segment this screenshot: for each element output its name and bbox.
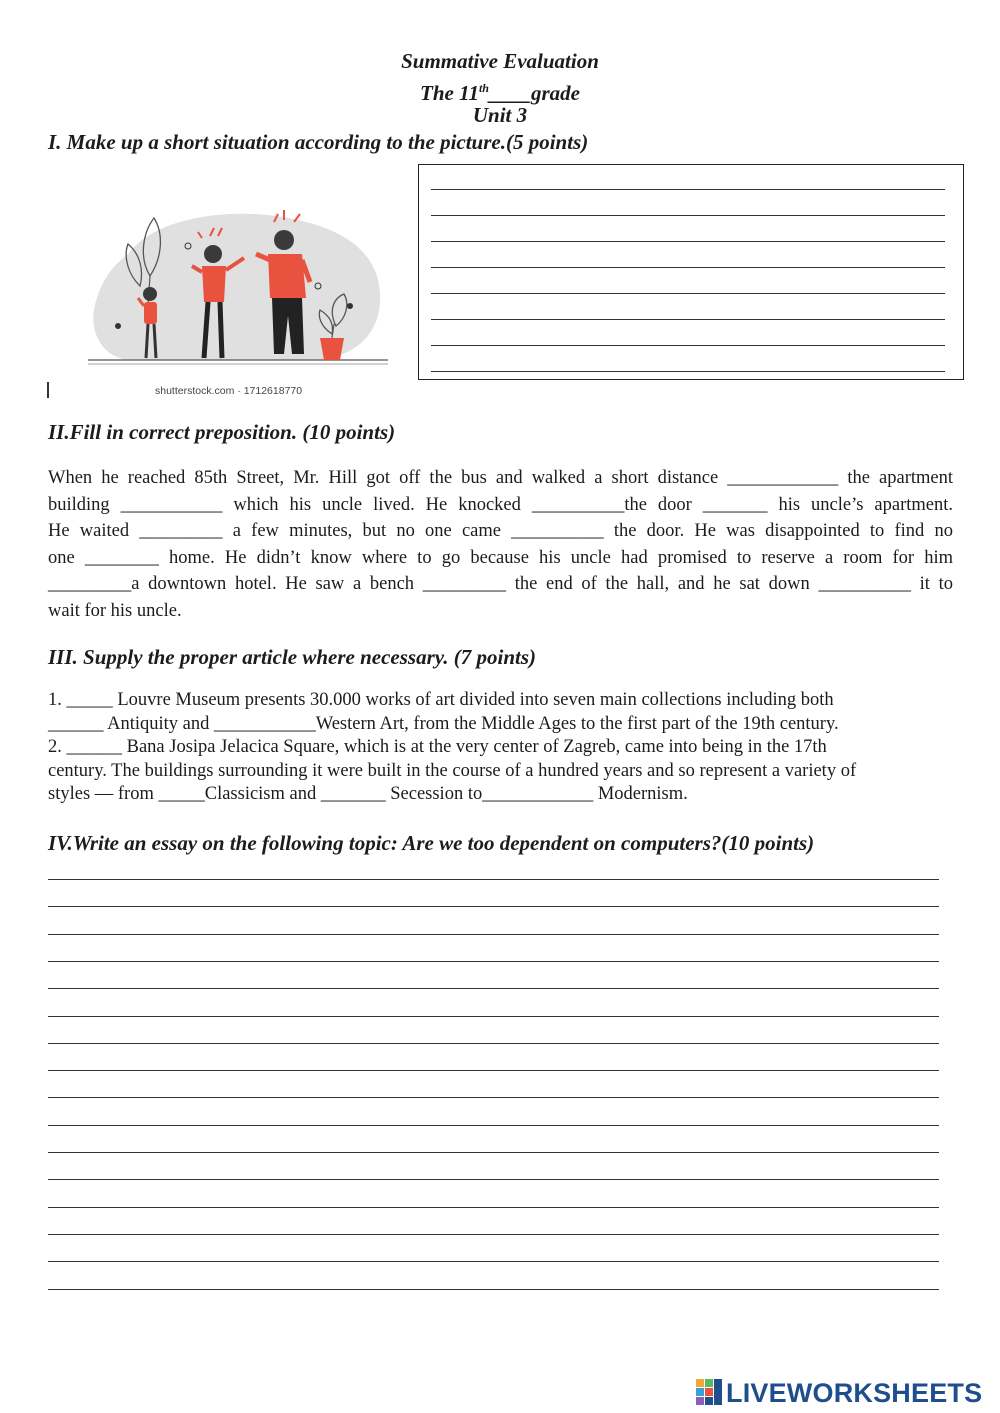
- essay-line[interactable]: [48, 1125, 939, 1126]
- exercise-line: century. The buildings surrounding it were built in the course of a hundred years and so represent a variety of: [48, 760, 857, 781]
- essay-line[interactable]: [48, 1179, 939, 1180]
- answer-line[interactable]: [431, 345, 945, 346]
- logo-text: LIVEWORKSHEETS: [726, 1378, 983, 1408]
- text-cursor-mark: [47, 382, 49, 398]
- worksheet-title: Summative Evaluation: [401, 49, 599, 73]
- essay-line[interactable]: [48, 1016, 939, 1017]
- paragraph-line: He waited _________ a few minutes, but no one came __________ the door. He was disappointed to find no: [48, 521, 953, 542]
- image-credit: shutterstock.com · 1712618770: [155, 385, 303, 397]
- grade-suffix: ____grade: [488, 81, 580, 105]
- answer-line[interactable]: [431, 241, 945, 242]
- section-3-title: III. Supply the proper article where necessary. (7 points): [48, 645, 537, 669]
- paragraph-line: building ___________ which his uncle lived. He knocked __________the door _______ his uncle’s apartment.: [48, 494, 953, 515]
- situation-answer-box[interactable]: [418, 164, 964, 380]
- paragraph-line: When he reached 85th Street, Mr. Hill got off the bus and walked a short distance ____________ the apartment: [48, 468, 953, 488]
- logo-mark-icon: [696, 1379, 724, 1409]
- essay-line[interactable]: [48, 1234, 939, 1235]
- essay-line[interactable]: [48, 934, 939, 935]
- paragraph-line: one ________ home. He didn’t know where to go because his uncle had promised to reserve a room for him: [48, 547, 953, 568]
- essay-line[interactable]: [48, 1097, 939, 1098]
- essay-line[interactable]: [48, 1043, 939, 1044]
- exercise-line: 1. _____ Louvre Museum presents 30.000 works of art divided into seven main collections including both: [48, 690, 834, 710]
- preposition-paragraph: [48, 465, 953, 625]
- exercise-line: ______ Antiquity and ___________Western Art, from the Middle Ages to the first part of the 19th century.: [48, 713, 839, 734]
- essay-line[interactable]: [48, 879, 939, 880]
- answer-line[interactable]: [431, 371, 945, 372]
- section-1-title: I. Make up a short situation according to the picture.(5 points): [48, 130, 589, 154]
- essay-line[interactable]: [48, 1261, 939, 1262]
- section-4-title: IV.Write an essay on the following topic: Are we too dependent on computers?(10 points): [48, 831, 815, 855]
- article-exercise: [48, 689, 953, 807]
- exercise-line: styles — from _____Classicism and _______ Secession to____________ Modernism.: [48, 784, 688, 804]
- answer-line[interactable]: [431, 215, 945, 216]
- paragraph-line: _________a downtown hotel. He saw a bench _________ the end of the hall, and he sat down __________ it to: [48, 574, 953, 595]
- unit-label: Unit 3: [472, 103, 528, 127]
- answer-line[interactable]: [431, 189, 945, 190]
- answer-line[interactable]: [431, 293, 945, 294]
- section-2-title: II.Fill in correct preposition. (10 points): [48, 420, 396, 444]
- essay-line[interactable]: [48, 1152, 939, 1153]
- paragraph-line: wait for his uncle.: [48, 600, 182, 621]
- essay-line[interactable]: [48, 961, 939, 962]
- essay-line[interactable]: [48, 906, 939, 907]
- grade-prefix: The 11: [420, 81, 479, 105]
- family-argument-illustration: [88, 206, 388, 372]
- essay-line[interactable]: [48, 988, 939, 989]
- essay-line[interactable]: [48, 1207, 939, 1208]
- essay-line[interactable]: [48, 1070, 939, 1071]
- answer-line[interactable]: [431, 319, 945, 320]
- liveworksheets-logo: [696, 1376, 996, 1410]
- exercise-line: 2. ______ Bana Josipa Jelacica Square, which is at the very center of Zagreb, came into being in the 17th: [48, 737, 827, 757]
- essay-line[interactable]: [48, 1289, 939, 1290]
- answer-line[interactable]: [431, 267, 945, 268]
- grade-superscript: th: [478, 81, 489, 95]
